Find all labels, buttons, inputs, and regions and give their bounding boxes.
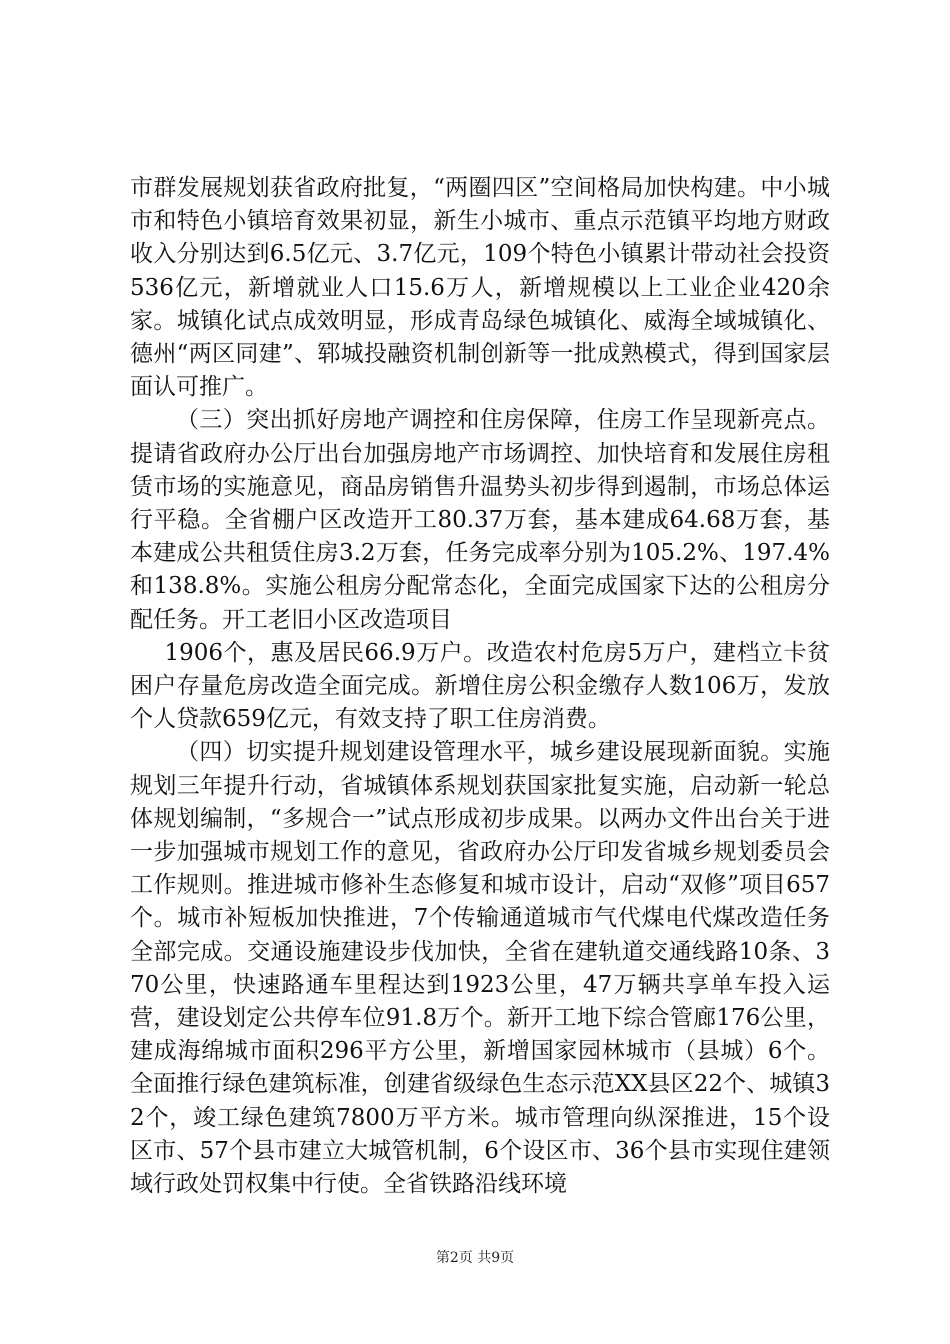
paragraph-2: （三）突出抓好房地产调控和住房保障，住房工作呈现新亮点。提请省政府办公厅出台加强房地产市场调控、加快培育和发展住房租赁市场的实施意见，商品房销售升温势头初步得到遏制，市场总体运行平稳。全省棚户区改造开工80.37万套，基本建成64.68万套，基本建成公共租赁住房3.2万套，任务完成率分别为105.2%、197.4%和138.8%。实施公租房分配常态化，全面完成国家下达的公租房分配任务。开工老旧小区改造项目: [130, 407, 830, 633]
body-text: [130, 172, 830, 1201]
paragraph-1: 市群发展规划获省政府批复，“两圈四区”空间格局加快构建。中小城市和特色小镇培育效果初显，新生小城市、重点示范镇平均地方财政收入分别达到6.5亿元、3.7亿元，109个特色小镇累计带动社会投资536亿元，新增就业人口15.6万人，新增规模以上工业企业420余家。城镇化试点成效明显，形成青岛绿色城镇化、威海全域城镇化、德州“两区同建”、郓城投融资机制创新等一批成熟模式，得到国家层面认可推广。: [130, 175, 830, 401]
page-footer: [0, 1249, 950, 1267]
paragraph-3: 1906个，惠及居民66.9万户。改造农村危房5万户，建档立卡贫困户存量危房改造全面完成。新增住房公积金缴存人数106万，发放个人贷款659亿元，有效支持了职工住房消费。: [130, 639, 830, 733]
page-number-label: 第2页 共9页: [435, 1250, 515, 1266]
paragraph-4: （四）切实提升规划建设管理水平，城乡建设展现新面貌。实施规划三年提升行动，省城镇体系规划获国家批复实施，启动新一轮总体规划编制，“多规合一”试点形成初步成果。以两办文件出台关于进一步加强城市规划工作的意见，省政府办公厅印发省城乡规划委员会工作规则。推进城市修补生态修复和城市设计，启动“双修”项目657个。城市补短板加快推进，7个传输通道城市气代煤电代煤改造任务全部完成。交通设施建设步伐加快，全省在建轨道交通线路10条、370公里，快速路通车里程达到1923公里，47万辆共享单车投入运营，建设划定公共停车位91.8万个。新开工地下综合管廊176公里，建成海绵城市面积296平方公里，新增国家园林城市（县城）6个。全面推行绿色建筑标准，创建省级绿色生态示范XX县区22个、城镇32个，竣工绿色建筑7800万平方米。城市管理向纵深推进，15个设区市、57个县市建立大城管机制，6个设区市、36个县市实现住建领域行政处罚权集中行使。全省铁路沿线环境: [130, 739, 830, 1198]
